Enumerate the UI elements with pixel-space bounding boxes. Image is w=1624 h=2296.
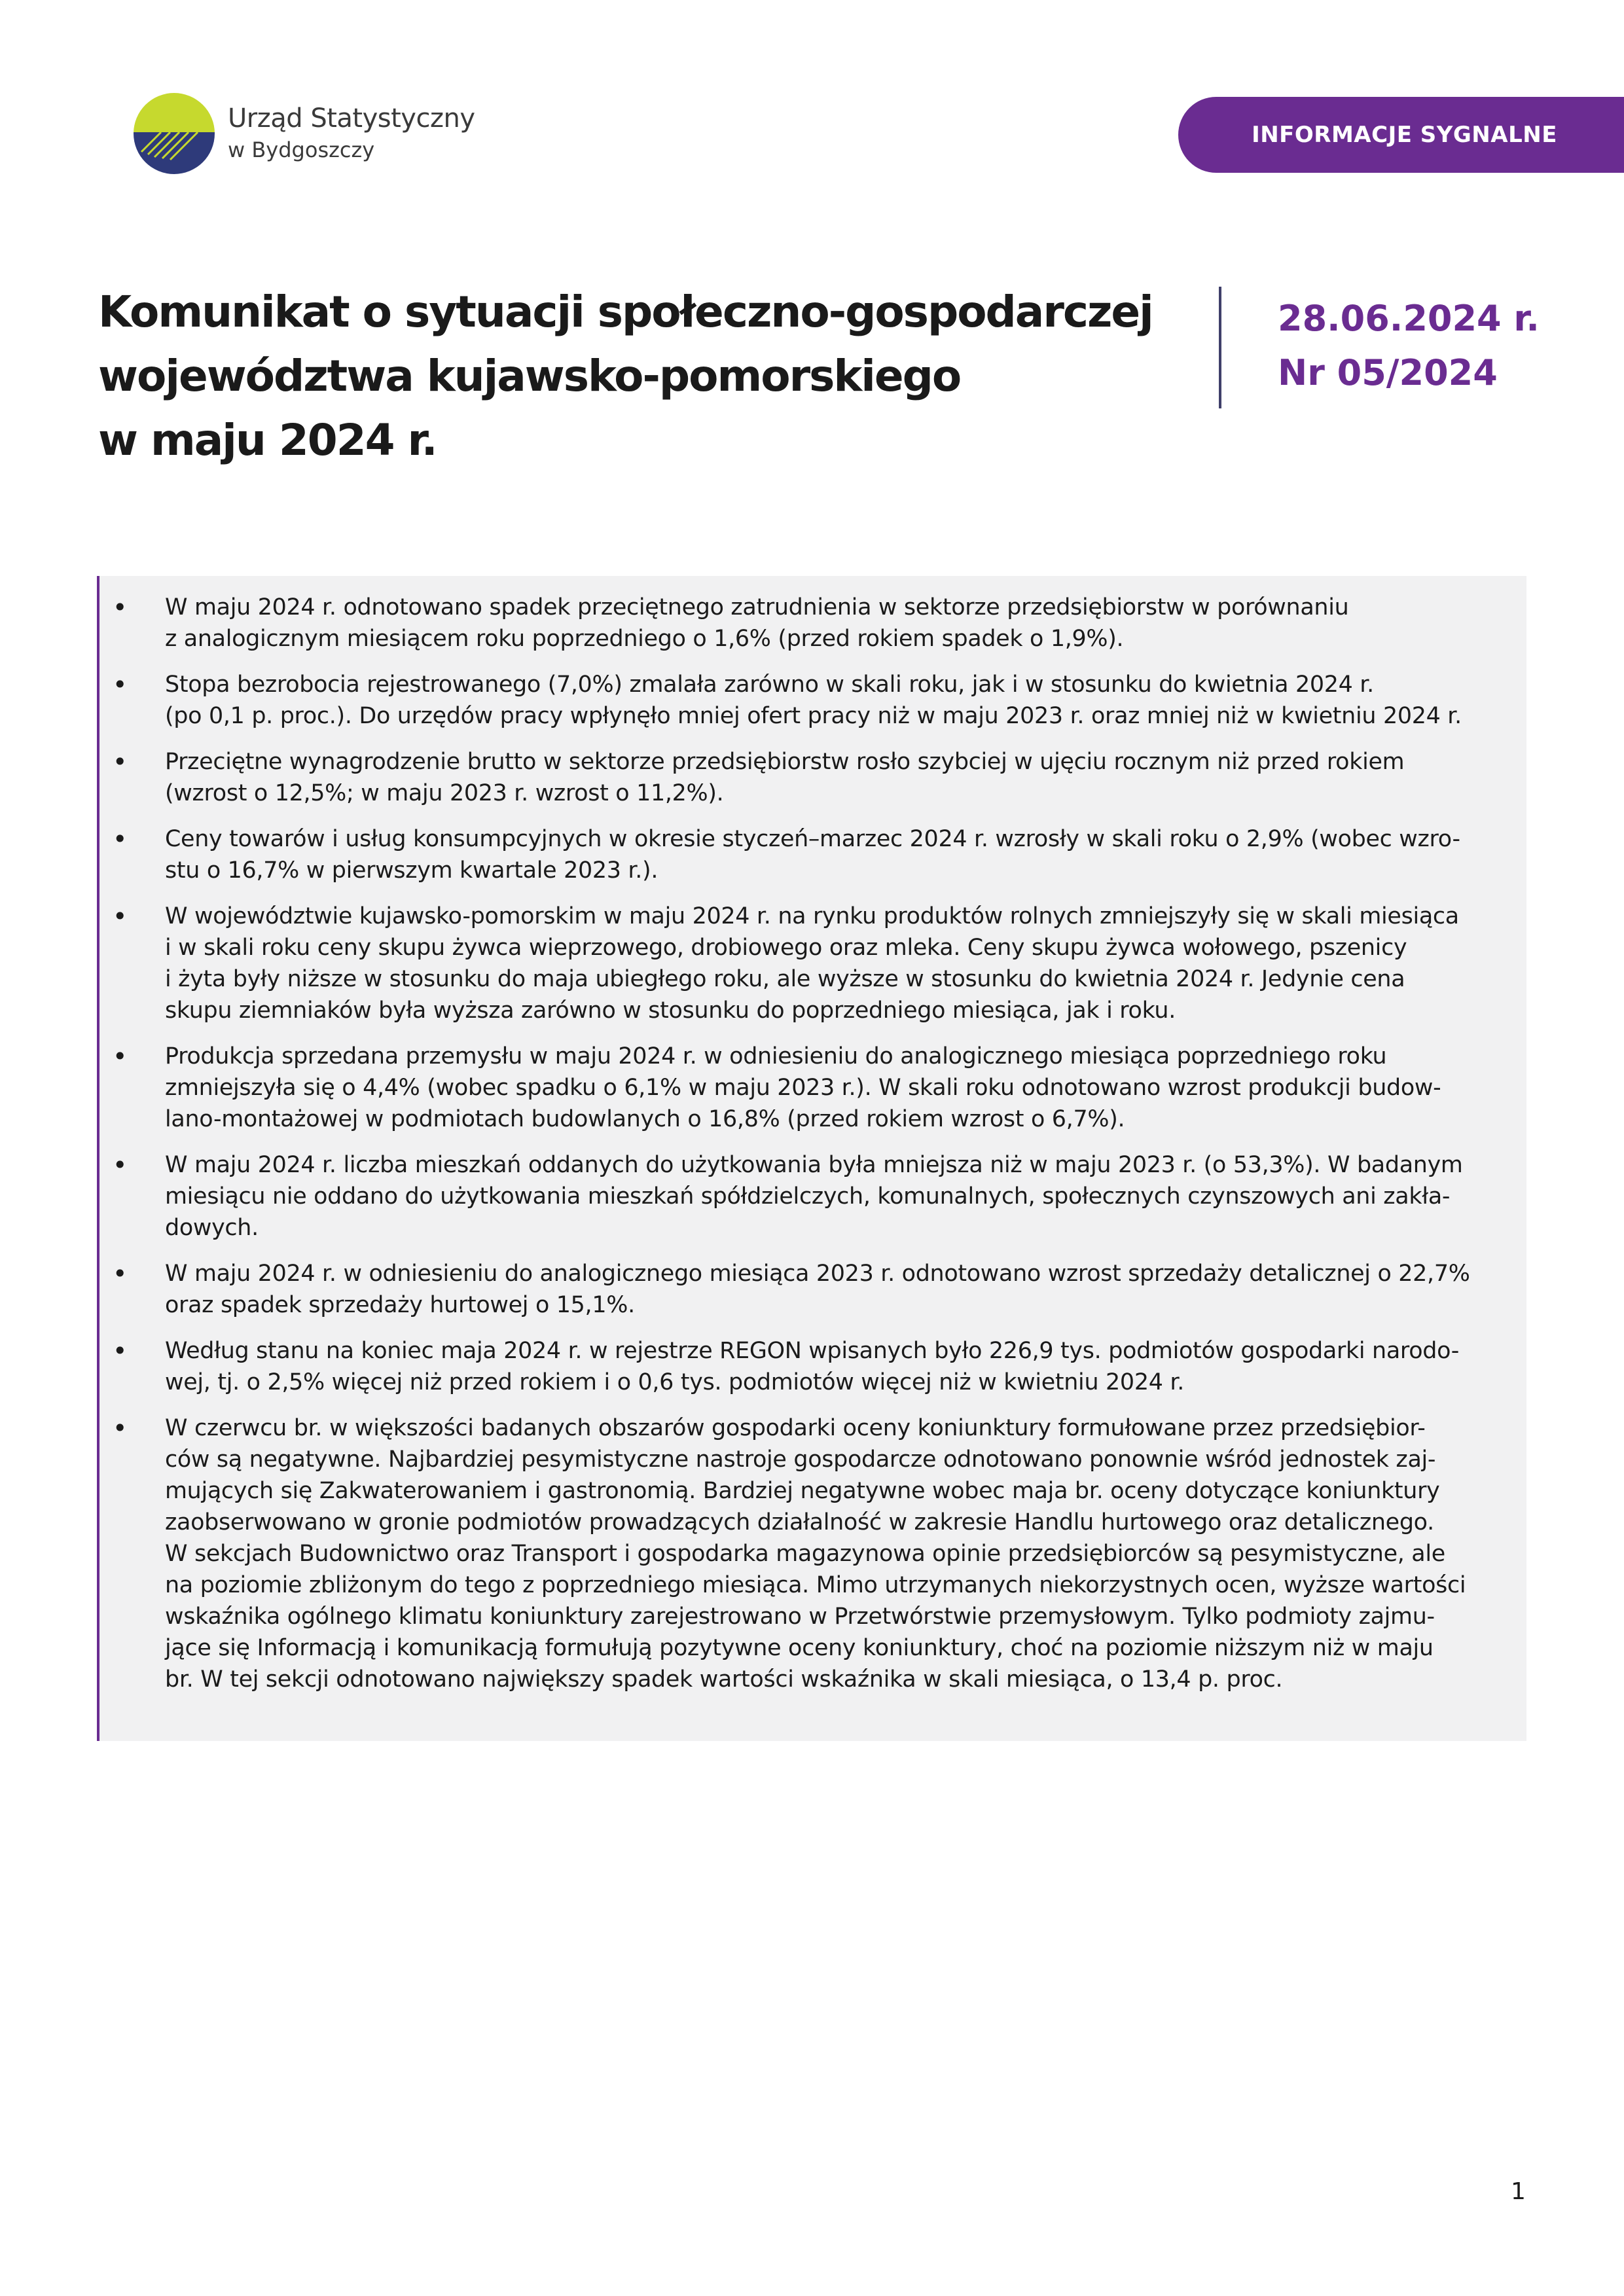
title-line: w maju 2024 r. (98, 415, 437, 465)
highlight-text-line: br. W tej sekcji odnotowano największy spadek wartości wskaźnika w skali miesiąca, o 13,4 p. proc. (165, 1666, 1283, 1693)
highlight-text-line: Stopa bezrobocia rejestrowanego (7,0%) zmalała zarówno w skali roku, jak i w stosunku do kwietnia 2024 r. (165, 672, 1374, 698)
bullet-icon: • (113, 1259, 128, 1288)
highlight-text-line: Produkcja sprzedana przemysłu w maju 2024 r. w odniesieniu do analogicznego miesiąca poprzedniego roku (165, 1043, 1387, 1069)
highlight-item (99, 901, 1507, 1026)
highlight-text-line: (wzrost o 12,5%; w maju 2023 r. wzrost o 11,2%). (165, 780, 724, 806)
title-line: Komunikat o sytuacji społeczno-gospodarczej (98, 287, 1153, 337)
highlight-text-line: dowych. (165, 1215, 259, 1241)
highlight-text-line: mujących się Zakwaterowaniem i gastronomią. Bardziej negatywne wobec maja br. oceny dotyczące koniunktury (165, 1478, 1440, 1504)
highlight-text-line: z analogicznym miesiącem roku poprzedniego o 1,6% (przed rokiem spadek o 1,9%). (165, 626, 1124, 652)
highlight-text-line: W maju 2024 r. odnotowano spadek przeciętnego zatrudnienia w sektorze przedsiębiorstw w porównaniu (165, 594, 1349, 620)
publication-date: 28.06.2024 r. (1278, 298, 1540, 339)
bullet-icon: • (113, 902, 128, 931)
bullet-icon: • (113, 1336, 128, 1365)
highlight-item (99, 1412, 1507, 1695)
office-logo (128, 86, 475, 185)
bullet-icon: • (113, 747, 128, 776)
highlight-text-line: zmniejszyła się o 4,4% (wobec spadku o 6,1% w maju 2023 r.). W skali roku odnotowano wzrost produkcji budow- (165, 1075, 1441, 1101)
highlight-text-line: lano-montażowej w podmiotach budowlanych o 16,8% (przed rokiem wzrost o 6,7%). (165, 1106, 1125, 1132)
highlight-item (99, 1041, 1507, 1135)
highlight-text-line: wej, tj. o 2,5% więcej niż przed rokiem i o 0,6 tys. podmiotów więcej niż w kwietniu 2024 r. (165, 1369, 1184, 1395)
banner-label: INFORMACJE SYGNALNE (1252, 122, 1557, 148)
highlight-text-line: stu o 16,7% w pierwszym kwartale 2023 r.). (165, 857, 659, 884)
highlight-text-line: i żyta były niższe w stosunku do maja ubiegłego roku, ale wyższe w stosunku do kwietnia 2024 r. Jedynie cena (165, 966, 1405, 992)
highlight-text-line: i w skali roku ceny skupu żywca wieprzowego, drobiowego oraz mleka. Ceny skupu żywca wołowego, pszenicy (165, 935, 1407, 961)
highlight-text-line: wskaźnika ogólnego klimatu koniunktury zarejestrowano w Przetwórstwie przemysłowym. Tylko podmioty zajmu- (165, 1604, 1435, 1630)
publication-number: Nr 05/2024 (1278, 352, 1498, 393)
bullet-icon: • (113, 593, 128, 622)
document-title (98, 280, 1159, 473)
page-number: 1 (1511, 2178, 1526, 2205)
highlight-item (99, 1149, 1507, 1244)
highlight-text-line: W maju 2024 r. liczba mieszkań oddanych do użytkowania była mniejsza niż w maju 2023 r. (o 53,3%). W badanym (165, 1152, 1463, 1178)
highlight-item (99, 592, 1507, 655)
bullet-icon: • (113, 825, 128, 853)
highlight-text-line: jące się Informacją i komunikacją formułują pozytywne oceny koniunktury, choć na poziomie niższym niż w maju (165, 1635, 1434, 1661)
bullet-icon: • (113, 1414, 128, 1443)
highlight-text-line: oraz spadek sprzedaży hurtowej o 15,1%. (165, 1292, 635, 1318)
highlights-box (97, 576, 1526, 1741)
highlights-list (99, 576, 1526, 1695)
highlight-text-line: W czerwcu br. w większości badanych obszarów gospodarki oceny koniunktury formułowane przez przedsiębior- (165, 1415, 1426, 1441)
bullet-icon: • (113, 1042, 128, 1071)
highlight-text-line: W sekcjach Budownictwo oraz Transport i gospodarka magazynowa opinie przedsiębiorców są pesymistyczne, ale (165, 1541, 1445, 1567)
highlight-text-line: W maju 2024 r. w odniesieniu do analogicznego miesiąca 2023 r. odnotowano wzrost sprzedaży detalicznej o 22,7% (165, 1261, 1470, 1287)
bullet-icon: • (113, 670, 128, 699)
highlight-item (99, 746, 1507, 809)
signal-info-banner (1178, 97, 1624, 173)
highlight-text-line: Według stanu na koniec maja 2024 r. w rejestrze REGON wpisanych było 226,9 tys. podmiotów gospodarki narodo- (165, 1338, 1460, 1364)
bullet-icon: • (113, 1151, 128, 1179)
title-line: województwa kujawsko-pomorskiego (98, 351, 961, 401)
highlight-text-line: miesiącu nie oddano do użytkowania mieszkań spółdzielczych, komunalnych, społecznych czynszowych ani zakła- (165, 1183, 1451, 1210)
office-city: w Bydgoszczy (228, 137, 375, 162)
highlight-text-line: Ceny towarów i usług konsumpcyjnych w okresie styczeń–marzec 2024 r. wzrosły w skali roku o 2,9% (wobec wzro- (165, 826, 1460, 852)
title-divider (1219, 287, 1221, 408)
office-name: Urząd Statystyczny (228, 103, 475, 134)
highlight-text-line: ców są negatywne. Najbardziej pesymistyczne nastroje gospodarcze odnotowano ponownie wśród jednostek zaj- (165, 1446, 1436, 1473)
highlight-item (99, 669, 1507, 732)
highlight-text-line: zaobserwowano w gronie podmiotów prowadzących działalność w zakresie Handlu hurtowego oraz detalicznego. (165, 1509, 1434, 1535)
highlight-text-line: (po 0,1 p. proc.). Do urzędów pracy wpłynęło mniej ofert pracy niż w maju 2023 r. oraz mniej niż w kwietniu 2024 r. (165, 703, 1462, 729)
highlight-text-line: skupu ziemniaków była wyższa zarówno w stosunku do poprzedniego miesiąca, jak i roku. (165, 997, 1176, 1024)
highlight-text-line: W województwie kujawsko-pomorskim w maju 2024 r. na rynku produktów rolnych zmniejszyły się w skali miesiąca (165, 903, 1459, 929)
highlight-item (99, 1335, 1507, 1398)
highlight-item (99, 823, 1507, 886)
gus-logo-icon (128, 86, 220, 185)
highlight-item (99, 1258, 1507, 1321)
highlight-text-line: na poziomie zbliżonym do tego z poprzedniego miesiąca. Mimo utrzymanych niekorzystnych ocen, wyższe wartości (165, 1572, 1466, 1598)
highlight-text-line: Przeciętne wynagrodzenie brutto w sektorze przedsiębiorstw rosło szybciej w ujęciu rocznym niż przed rokiem (165, 749, 1405, 775)
